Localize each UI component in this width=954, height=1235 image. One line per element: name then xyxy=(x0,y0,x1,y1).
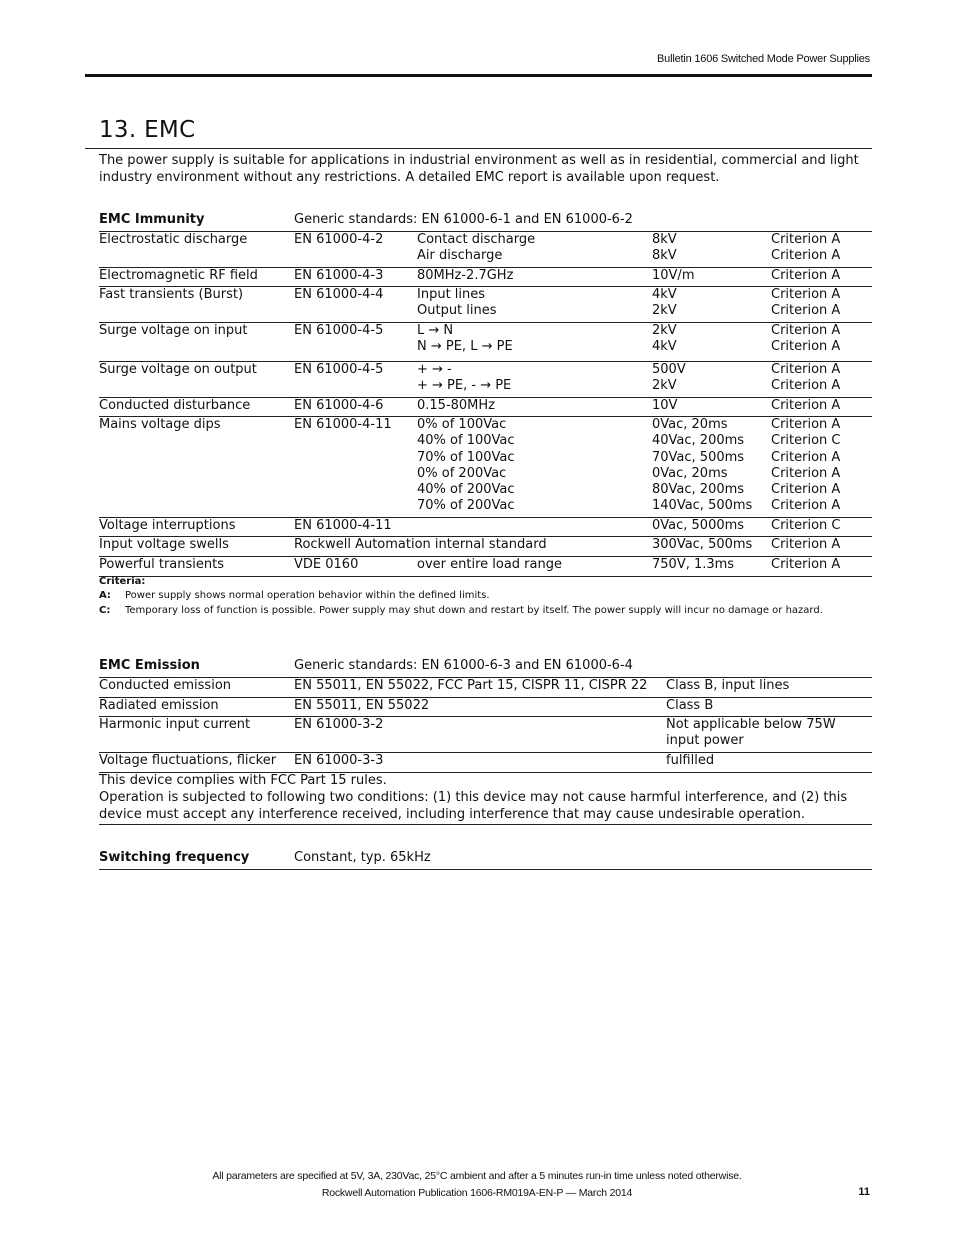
crit-line: Criterion A xyxy=(771,482,841,498)
section-title: 13. EMC xyxy=(99,117,196,143)
page-number: 11 xyxy=(858,1186,870,1198)
criterion-c: C: Temporary loss of function is possible. Power supply may shut down and restart by itself. The power supply will incur no damage or hazard. xyxy=(99,605,823,616)
crit-line: Criterion A xyxy=(771,268,841,283)
result-line: Class B xyxy=(666,698,714,713)
cond-line: L → N xyxy=(417,323,454,338)
standard-cell: VDE 0160 xyxy=(294,557,359,572)
emission-result-cell xyxy=(666,753,714,769)
level-line: 10V xyxy=(652,398,678,413)
condition-cell xyxy=(417,557,562,573)
cond-line: Input lines xyxy=(417,287,486,302)
switching-row xyxy=(99,850,872,870)
immunity-heading: EMC Immunity xyxy=(99,212,205,227)
condition-cell xyxy=(417,398,495,414)
footer-publication: Rockwell Automation Publication 1606-RM019A-EN-P — March 2014 xyxy=(321,1187,633,1199)
immunity-row xyxy=(99,361,872,398)
cond-line: Contact discharge xyxy=(417,232,536,247)
crit-line: Criterion A xyxy=(771,287,841,302)
cond-line: 0% of 100Vac xyxy=(417,417,507,432)
crit-line: Criterion A xyxy=(771,248,841,264)
emission-result-cell xyxy=(666,698,713,714)
crit-line: Criterion A xyxy=(771,537,841,552)
cond-line: Air discharge xyxy=(417,248,503,264)
phenomenon-cell: Mains voltage dips xyxy=(99,417,221,432)
level-line: 0Vac, 20ms xyxy=(652,465,728,481)
emission-heading: EMC Emission xyxy=(99,658,200,673)
phenomenon-cell: Conducted disturbance xyxy=(99,398,251,413)
standard-cell: EN 61000-4-4 xyxy=(294,287,384,302)
level-line: 70Vac, 500ms xyxy=(652,449,745,465)
immunity-row xyxy=(99,322,872,362)
crit-line: Criterion A xyxy=(771,378,841,394)
crit-line: Criterion A xyxy=(771,498,841,514)
criteria-heading: Criteria: xyxy=(99,576,146,587)
emission-name-cell: Voltage fluctuations, flicker xyxy=(99,753,277,768)
condition-cell xyxy=(417,268,513,284)
emission-row xyxy=(99,677,872,697)
switching-value: Constant, typ. 65kHz xyxy=(294,850,431,865)
emission-end-rule xyxy=(99,824,872,825)
criterion-cell xyxy=(771,398,840,414)
cond-line: + → - xyxy=(417,362,452,377)
condition-cell xyxy=(417,287,497,320)
level-line: 0Vac, 20ms xyxy=(652,417,728,432)
bulletin-header: Bulletin 1606 Switched Mode Power Supplies xyxy=(657,53,870,65)
crit-line: Criterion A xyxy=(771,323,841,338)
fcc-conditions-note: Operation is subjected to following two conditions: (1) this device may not cause harmful interference, and (2) this device must accept any interference received, including interference that may cause undesirable operation. xyxy=(99,790,848,822)
immunity-row xyxy=(99,231,872,268)
immunity-row xyxy=(99,556,872,577)
criterion-cell xyxy=(771,232,840,265)
immunity-row xyxy=(99,536,872,557)
emission-name-cell: Radiated emission xyxy=(99,698,219,713)
level-line: 4kV xyxy=(652,287,677,302)
emission-row xyxy=(99,716,872,752)
emission-result-cell xyxy=(666,678,789,694)
level-line: 300Vac, 500ms xyxy=(652,537,753,552)
level-line: 40Vac, 200ms xyxy=(652,433,745,449)
standard-cell: EN 61000-4-11 xyxy=(294,417,392,432)
emission-row xyxy=(99,697,872,716)
level-cell xyxy=(652,323,677,356)
level-line: 0Vac, 5000ms xyxy=(652,518,745,533)
result-line: fulfilled xyxy=(666,753,715,768)
cond-line: 70% of 100Vac xyxy=(417,449,515,465)
immunity-header-row xyxy=(99,212,872,230)
crit-line: Criterion A xyxy=(771,465,841,481)
immunity-row xyxy=(99,517,872,537)
emission-standard-cell: EN 55011, EN 55022 xyxy=(294,698,430,713)
level-line: 140Vac, 500ms xyxy=(652,498,753,514)
level-cell xyxy=(652,537,752,553)
immunity-row xyxy=(99,267,872,287)
level-cell xyxy=(652,518,744,534)
phenomenon-cell: Electromagnetic RF field xyxy=(99,268,258,283)
criterion-cell xyxy=(771,557,840,573)
level-cell xyxy=(652,417,752,515)
fcc-note: This device complies with FCC Part 15 rules. xyxy=(99,773,387,788)
cond-line: 70% of 200Vac xyxy=(417,498,515,514)
result-line: Not applicable below 75W xyxy=(666,717,836,732)
level-line: 4kV xyxy=(652,339,677,355)
standard-cell: Rockwell Automation internal standard xyxy=(294,537,547,552)
immunity-row xyxy=(99,416,872,518)
condition-cell xyxy=(417,362,511,395)
standard-cell: EN 61000-4-5 xyxy=(294,362,384,377)
standard-cell: EN 61000-4-5 xyxy=(294,323,384,338)
level-cell xyxy=(652,557,734,573)
condition-cell xyxy=(417,417,515,515)
standard-cell: EN 61000-4-6 xyxy=(294,398,384,413)
criterion-cell xyxy=(771,323,840,356)
criterion-cell xyxy=(771,362,840,395)
emission-name-cell: Harmonic input current xyxy=(99,717,251,732)
result-line: input power xyxy=(666,733,744,749)
crit-line: Criterion C xyxy=(771,433,841,449)
level-line: 80Vac, 200ms xyxy=(652,482,745,498)
criterion-cell xyxy=(771,518,841,534)
cond-line: 0.15-80MHz xyxy=(417,398,495,413)
cond-line: 0% of 200Vac xyxy=(417,465,507,481)
condition-cell xyxy=(417,323,513,356)
cond-line: 40% of 200Vac xyxy=(417,482,515,498)
immunity-row xyxy=(99,286,872,323)
emission-standard-cell: EN 61000-3-3 xyxy=(294,753,384,768)
level-line: 8kV xyxy=(652,232,677,247)
cond-line: N → PE, L → PE xyxy=(417,339,513,355)
level-line: 2kV xyxy=(652,323,677,338)
level-line: 2kV xyxy=(652,303,677,319)
condition-cell xyxy=(417,232,535,265)
phenomenon-cell: Powerful transients xyxy=(99,557,225,572)
criterion-a: A: Power supply shows normal operation behavior within the defined limits. xyxy=(99,590,490,601)
cond-line: 80MHz-2.7GHz xyxy=(417,268,514,283)
crit-line: Criterion A xyxy=(771,232,841,247)
crit-line: Criterion A xyxy=(771,362,841,377)
footer-note: All parameters are specified at 5V, 3A, 230Vac, 25°C ambient and after a 5 minutes run-in time unless noted otherwise. xyxy=(212,1170,742,1182)
level-cell xyxy=(652,362,686,395)
crit-line: Criterion A xyxy=(771,303,841,319)
crit-line: Criterion C xyxy=(771,518,841,533)
emission-header-row xyxy=(99,658,872,676)
emission-standards: Generic standards: EN 61000-6-3 and EN 61000-6-4 xyxy=(294,658,633,673)
level-line: 500V xyxy=(652,362,686,377)
level-line: 2kV xyxy=(652,378,677,394)
emission-name-cell: Conducted emission xyxy=(99,678,232,693)
emission-standard-cell: EN 55011, EN 55022, FCC Part 15, CISPR 11, CISPR 22 xyxy=(294,678,648,693)
crit-line: Criterion A xyxy=(771,339,841,355)
emission-standard-cell: EN 61000-3-2 xyxy=(294,717,384,732)
phenomenon-cell: Fast transients (Burst) xyxy=(99,287,244,302)
phenomenon-cell: Electrostatic discharge xyxy=(99,232,248,247)
cond-line: over entire load range xyxy=(417,557,562,572)
cond-line: 40% of 100Vac xyxy=(417,433,515,449)
criterion-cell xyxy=(771,537,840,553)
phenomenon-cell: Surge voltage on input xyxy=(99,323,248,338)
standard-cell: EN 61000-4-2 xyxy=(294,232,384,247)
header-rule xyxy=(85,74,872,77)
crit-line: Criterion A xyxy=(771,449,841,465)
level-cell xyxy=(652,268,694,284)
emission-row xyxy=(99,752,872,773)
standard-cell: EN 61000-4-11 xyxy=(294,518,392,533)
standard-cell: EN 61000-4-3 xyxy=(294,268,384,283)
intro-paragraph: The power supply is suitable for applications in industrial environment as well as in residential, commercial and light industry environment without any restrictions. A detailed EMC report is available upon request. xyxy=(99,153,859,185)
level-line: 8kV xyxy=(652,248,677,264)
crit-line: Criterion A xyxy=(771,557,841,572)
immunity-row xyxy=(99,397,872,417)
section-title-rule xyxy=(85,148,872,149)
switching-heading: Switching frequency xyxy=(99,850,250,865)
cond-line: + → PE, - → PE xyxy=(417,378,512,394)
level-cell xyxy=(652,232,677,265)
result-line: Class B, input lines xyxy=(666,678,790,693)
phenomenon-cell: Surge voltage on output xyxy=(99,362,257,377)
criterion-cell xyxy=(771,268,840,284)
level-cell xyxy=(652,287,677,320)
level-cell xyxy=(652,398,677,414)
crit-line: Criterion A xyxy=(771,417,841,432)
cond-line: Output lines xyxy=(417,303,497,319)
criterion-cell xyxy=(771,417,841,515)
criterion-cell xyxy=(771,287,840,320)
immunity-standards: Generic standards: EN 61000-6-1 and EN 61000-6-2 xyxy=(294,212,633,227)
phenomenon-cell: Voltage interruptions xyxy=(99,518,236,533)
level-line: 10V/m xyxy=(652,268,695,283)
phenomenon-cell: Input voltage swells xyxy=(99,537,229,552)
crit-line: Criterion A xyxy=(771,398,841,413)
emission-result-cell xyxy=(666,717,836,750)
level-line: 750V, 1.3ms xyxy=(652,557,735,572)
